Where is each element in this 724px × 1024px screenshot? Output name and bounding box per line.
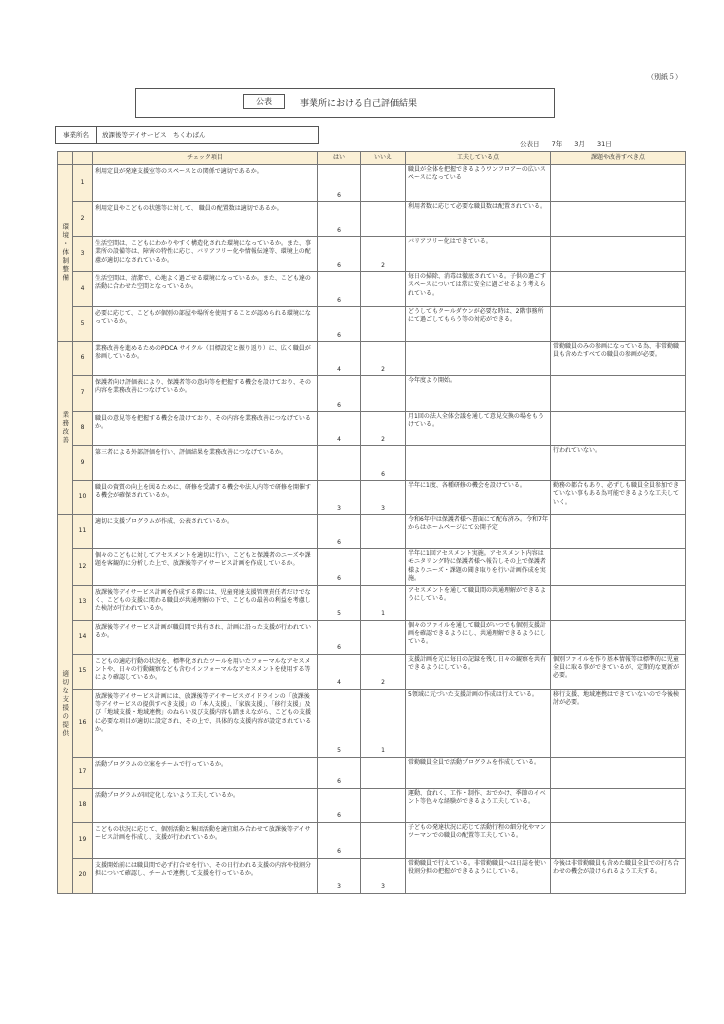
table-row [58, 481, 686, 515]
no-count: 2 [361, 237, 406, 272]
check-item: 職員の資質の向上を図るために、研修を受講する機会や法人内等で研修を開催する機会が確保されているか。 [93, 481, 318, 515]
check-item: 保護者向け評価表により、保護者等の意向等を把握する機会を設けており、その内容を業務改善につなげているか。 [93, 376, 318, 412]
no-count [361, 620, 406, 654]
section-label: 業務改善 [58, 342, 73, 515]
row-number: 12 [73, 549, 93, 586]
issue-text [551, 788, 686, 822]
publication-date [520, 139, 622, 148]
yes-count: 6 [318, 549, 361, 586]
yes-count: 6 [318, 515, 361, 549]
date-year: 7年 [551, 140, 563, 148]
row-number: 14 [73, 620, 93, 654]
no-count [361, 822, 406, 858]
check-item: 必要に応じて、こどもが個別の部屋や場所を使用することが認められる環境になっているか。 [93, 307, 318, 342]
no-count: 2 [361, 342, 406, 376]
no-count: 2 [361, 412, 406, 446]
yes-count: 6 [318, 757, 361, 788]
check-item: 支援開始前には職員間で必ず打合せを行い、その日行われる支援の内容や役割分担について確認し、チームで連携して支援を行っているか。 [93, 858, 318, 893]
yes-count: 6 [318, 272, 361, 307]
check-item: 適切に支援プログラムが作成、公表されているか。 [93, 515, 318, 549]
table-row [58, 620, 686, 654]
no-count [361, 202, 406, 237]
effort-text: 常勤職員で行えている。非常勤職員へは日誌を使い役割分担の把握ができるようにしている。 [406, 858, 551, 893]
effort-text: アセスメントを通して職員間の共通理解ができるようにしている。 [406, 585, 551, 620]
issue-text [551, 620, 686, 654]
yes-count: 5 [318, 689, 361, 757]
header-check-item: チェック項目 [93, 152, 318, 165]
effort-text: バリアフリー化はできている。 [406, 237, 551, 272]
table-row [58, 342, 686, 376]
check-item: 利用定員やこどもの状態等に対して、 職員の配置数は適切であるか。 [93, 202, 318, 237]
effort-text: 令和6年中は保護者様へ書面にて配布済み。令和7年からはホームページにて公開予定 [406, 515, 551, 549]
check-item: こどもの適応行動の状況を、標準化されたツールを用いたフォーマルなアセスメントや、日々の行動観察なども含むインフォーマルなアセスメントを使用する等により確認しているか。 [93, 654, 318, 689]
table-row [58, 446, 686, 481]
row-number: 15 [73, 654, 93, 689]
yes-count: 6 [318, 822, 361, 858]
no-count: 2 [361, 654, 406, 689]
no-count [361, 549, 406, 586]
table-row [58, 412, 686, 446]
row-number: 18 [73, 788, 93, 822]
no-count [361, 515, 406, 549]
yes-count: 4 [318, 654, 361, 689]
effort-text: 常勤職員全員で活動プログラムを作成している。 [406, 757, 551, 788]
check-item: 業務改善を進めるためのPDCA サイクル（目標設定と振り返り）に、広く職員が参画しているか。 [93, 342, 318, 376]
issue-text: 行われていない。 [551, 446, 686, 481]
facility-box [55, 126, 319, 144]
row-number: 19 [73, 822, 93, 858]
check-item: 生活空間は、清潔で、心地よく過ごせる環境になっているか。また、こども達の活動に合わせた空間となっているか。 [93, 272, 318, 307]
no-count [361, 788, 406, 822]
publication-tag: 公表 [243, 94, 285, 109]
date-label: 公表日 [520, 140, 540, 148]
table-row [58, 822, 686, 858]
table-row [58, 515, 686, 549]
table-header [58, 152, 686, 165]
issue-text: 今後は非常勤職員も含めた職員全員での打ち合わせの機会が設けられるよう工夫する。 [551, 858, 686, 893]
row-number: 11 [73, 515, 93, 549]
check-item: 生活空間は、こどもにわかりやすく構造化された環境になっているか。また、事業所の設備等は、障害の特性に応じ、バリアフリー化や情報伝達等、環境上の配慮が適切になされているか。 [93, 237, 318, 272]
effort-text [406, 342, 551, 376]
effort-text: 利用者数に応じて必要な職員数は配置されている。 [406, 202, 551, 237]
header-issues: 課題や改善すべき点 [551, 152, 686, 165]
check-item: 個々のこどもに対してアセスメントを適切に行い、こどもと保護者のニーズや課題を客観的に分析した上で、放課後等デイサービス計画を作成しているか。 [93, 549, 318, 586]
yes-count: 6 [318, 307, 361, 342]
effort-text: 子どもの発達状況に応じて活動行程の細分化やマンツーマンでの職員の配置等工夫している。 [406, 822, 551, 858]
check-item: 活動プログラムが固定化しないよう工夫しているか。 [93, 788, 318, 822]
row-number: 9 [73, 446, 93, 481]
row-number: 20 [73, 858, 93, 893]
table-row [58, 165, 686, 202]
issue-text [551, 165, 686, 202]
effort-text: どうしてもクールダウンが必要な時は、2階事務所にて過ごしてもらう等の対応ができる。 [406, 307, 551, 342]
table-row [58, 376, 686, 412]
row-number: 5 [73, 307, 93, 342]
table-row [58, 549, 686, 586]
yes-count: 6 [318, 202, 361, 237]
no-count [361, 272, 406, 307]
table-row [58, 272, 686, 307]
issue-text [551, 585, 686, 620]
table-row [58, 757, 686, 788]
section-label: 適切な支援の提供 [58, 515, 73, 894]
date-month: 3月 [574, 140, 585, 148]
issue-text [551, 237, 686, 272]
check-item: 放課後等デイサービス計画が職員間で共有され、計画に沿った支援が行われているか。 [93, 620, 318, 654]
header-no-answer: いいえ [361, 152, 406, 165]
effort-text: 個々のファイルを通して職員がいつでも個別支援計画を確認できるようにし、共通理解できるようにしている。 [406, 620, 551, 654]
issue-text [551, 412, 686, 446]
issue-text [551, 549, 686, 586]
row-number: 8 [73, 412, 93, 446]
table-row [58, 689, 686, 757]
no-count: 1 [361, 689, 406, 757]
facility-label: 事業所名 [56, 127, 97, 143]
effort-text: 月1回の法人全体会議を通して意見交換の場をもうけている。 [406, 412, 551, 446]
header-yes: はい [318, 152, 361, 165]
yes-count: 6 [318, 237, 361, 272]
yes-count: 5 [318, 585, 361, 620]
row-number: 13 [73, 585, 93, 620]
table-row [58, 654, 686, 689]
check-item: 活動プログラムの立案をチームで行っているか。 [93, 757, 318, 788]
issue-text: 移行支援、地域連携はできていないので今後検討が必要。 [551, 689, 686, 757]
no-count [361, 165, 406, 202]
row-number: 2 [73, 202, 93, 237]
yes-count: 4 [318, 342, 361, 376]
table-row [58, 788, 686, 822]
row-number: 4 [73, 272, 93, 307]
no-count: 3 [361, 481, 406, 515]
effort-text: 支援計画を元に毎日の記録を残し日々の観察を共有できるようにしている。 [406, 654, 551, 689]
effort-text: 職員が全体を把握できるようワンフロアーの広いスペースになっている [406, 165, 551, 202]
yes-count [318, 446, 361, 481]
yes-count: 3 [318, 481, 361, 515]
check-item: 放課後等デイサービス計画には、放課後等デイサービスガイドラインの「放課後等デイサービスの提供すべき支援」の「本人支援」、「家族支援」、「移行支援」及び「地域支援・地域連携」のねらい及び支援内容も踏まえながら、こどもの支援に必要な項目が適切に設定され、その上で、具体的な支援内容が設定されているか。 [93, 689, 318, 757]
yes-count: 4 [318, 412, 361, 446]
header-section [58, 152, 73, 165]
no-count: 6 [361, 446, 406, 481]
effort-text: 今年度より開始。 [406, 376, 551, 412]
yes-count: 6 [318, 620, 361, 654]
check-item: 利用定員が発達支援室等のスペースとの関係で適切であるか。 [93, 165, 318, 202]
check-item: こどもの状況に応じて、個別活動と集団活動を適宜組み合わせて放課後等デイサービス計画を作成し、支援が行われているか。 [93, 822, 318, 858]
effort-text: 毎日の掃除、消毒は徹底されている。子供の過ごすスペースについては常に安全に過ごせるよう考えられている。 [406, 272, 551, 307]
yes-count: 6 [318, 376, 361, 412]
row-number: 7 [73, 376, 93, 412]
table-row [58, 307, 686, 342]
issue-text [551, 515, 686, 549]
no-count [361, 376, 406, 412]
header-no [73, 152, 93, 165]
yes-count: 6 [318, 165, 361, 202]
issue-text [551, 272, 686, 307]
issue-text [551, 307, 686, 342]
row-number: 17 [73, 757, 93, 788]
check-item: 職員の意見等を把握する機会を設けており、その内容を業務改善につなげているか。 [93, 412, 318, 446]
issue-text: 個別ファイルを作り基本情報等は標準的に児童全員に取る事ができているが、定期的な更新が必要。 [551, 654, 686, 689]
no-count [361, 307, 406, 342]
date-day: 31日 [597, 140, 612, 148]
issue-text [551, 822, 686, 858]
check-item: 放課後等デイサービス計画を作成する際には、児童発達支援管理責任者だけでなく、こどもの支援に関わる職員が共通理解の下で、こどもの最善の利益を考慮した検討が行われているか。 [93, 585, 318, 620]
issue-text [551, 376, 686, 412]
annex-label: （別紙５） [647, 73, 682, 81]
table-row [58, 237, 686, 272]
table-row [58, 202, 686, 237]
issue-text [551, 757, 686, 788]
table-row [58, 585, 686, 620]
issue-text: 常勤職員のみの参画になっている為、非常勤職員も含めたすべての職員の参画が必要。 [551, 342, 686, 376]
effort-text: 5領域に元づいた支援計画の作成は行えている。 [406, 689, 551, 757]
issue-text: 勤務の都合もあり、必ずしも職員全員参加できていない事もある為可能できるような工夫していく。 [551, 481, 686, 515]
section-label: 環境・体制整備 [58, 165, 73, 342]
no-count [361, 757, 406, 788]
row-number: 1 [73, 165, 93, 202]
row-number: 10 [73, 481, 93, 515]
row-number: 6 [73, 342, 93, 376]
effort-text: 半年に1回アセスメント実施。アセスメント内容はモニタリング時に保護者様へ報告しその上で保護者様よりニーズ・課題の聞き取りを行い計画作成を実施。 [406, 549, 551, 586]
page-title: 事業所における自己評価結果 [300, 99, 418, 109]
no-count: 1 [361, 585, 406, 620]
evaluation-table [57, 151, 686, 894]
yes-count: 3 [318, 858, 361, 893]
facility-name: 放課後等デイサービス ちくわばん [102, 131, 206, 139]
no-count: 3 [361, 858, 406, 893]
table-row [58, 858, 686, 893]
yes-count: 6 [318, 788, 361, 822]
effort-text: 半年に1度、各種研修の機会を設けている。 [406, 481, 551, 515]
effort-text [406, 446, 551, 481]
check-item: 第三者による外部評価を行い、評価結果を業務改善につなげているか。 [93, 446, 318, 481]
row-number: 3 [73, 237, 93, 272]
header-effort: 工夫している点 [406, 152, 551, 165]
issue-text [551, 202, 686, 237]
effort-text: 運動、食れく、工作・制作、おでかけ、季節のイベント等色々な経験ができるよう工夫している。 [406, 788, 551, 822]
row-number: 16 [73, 689, 93, 757]
